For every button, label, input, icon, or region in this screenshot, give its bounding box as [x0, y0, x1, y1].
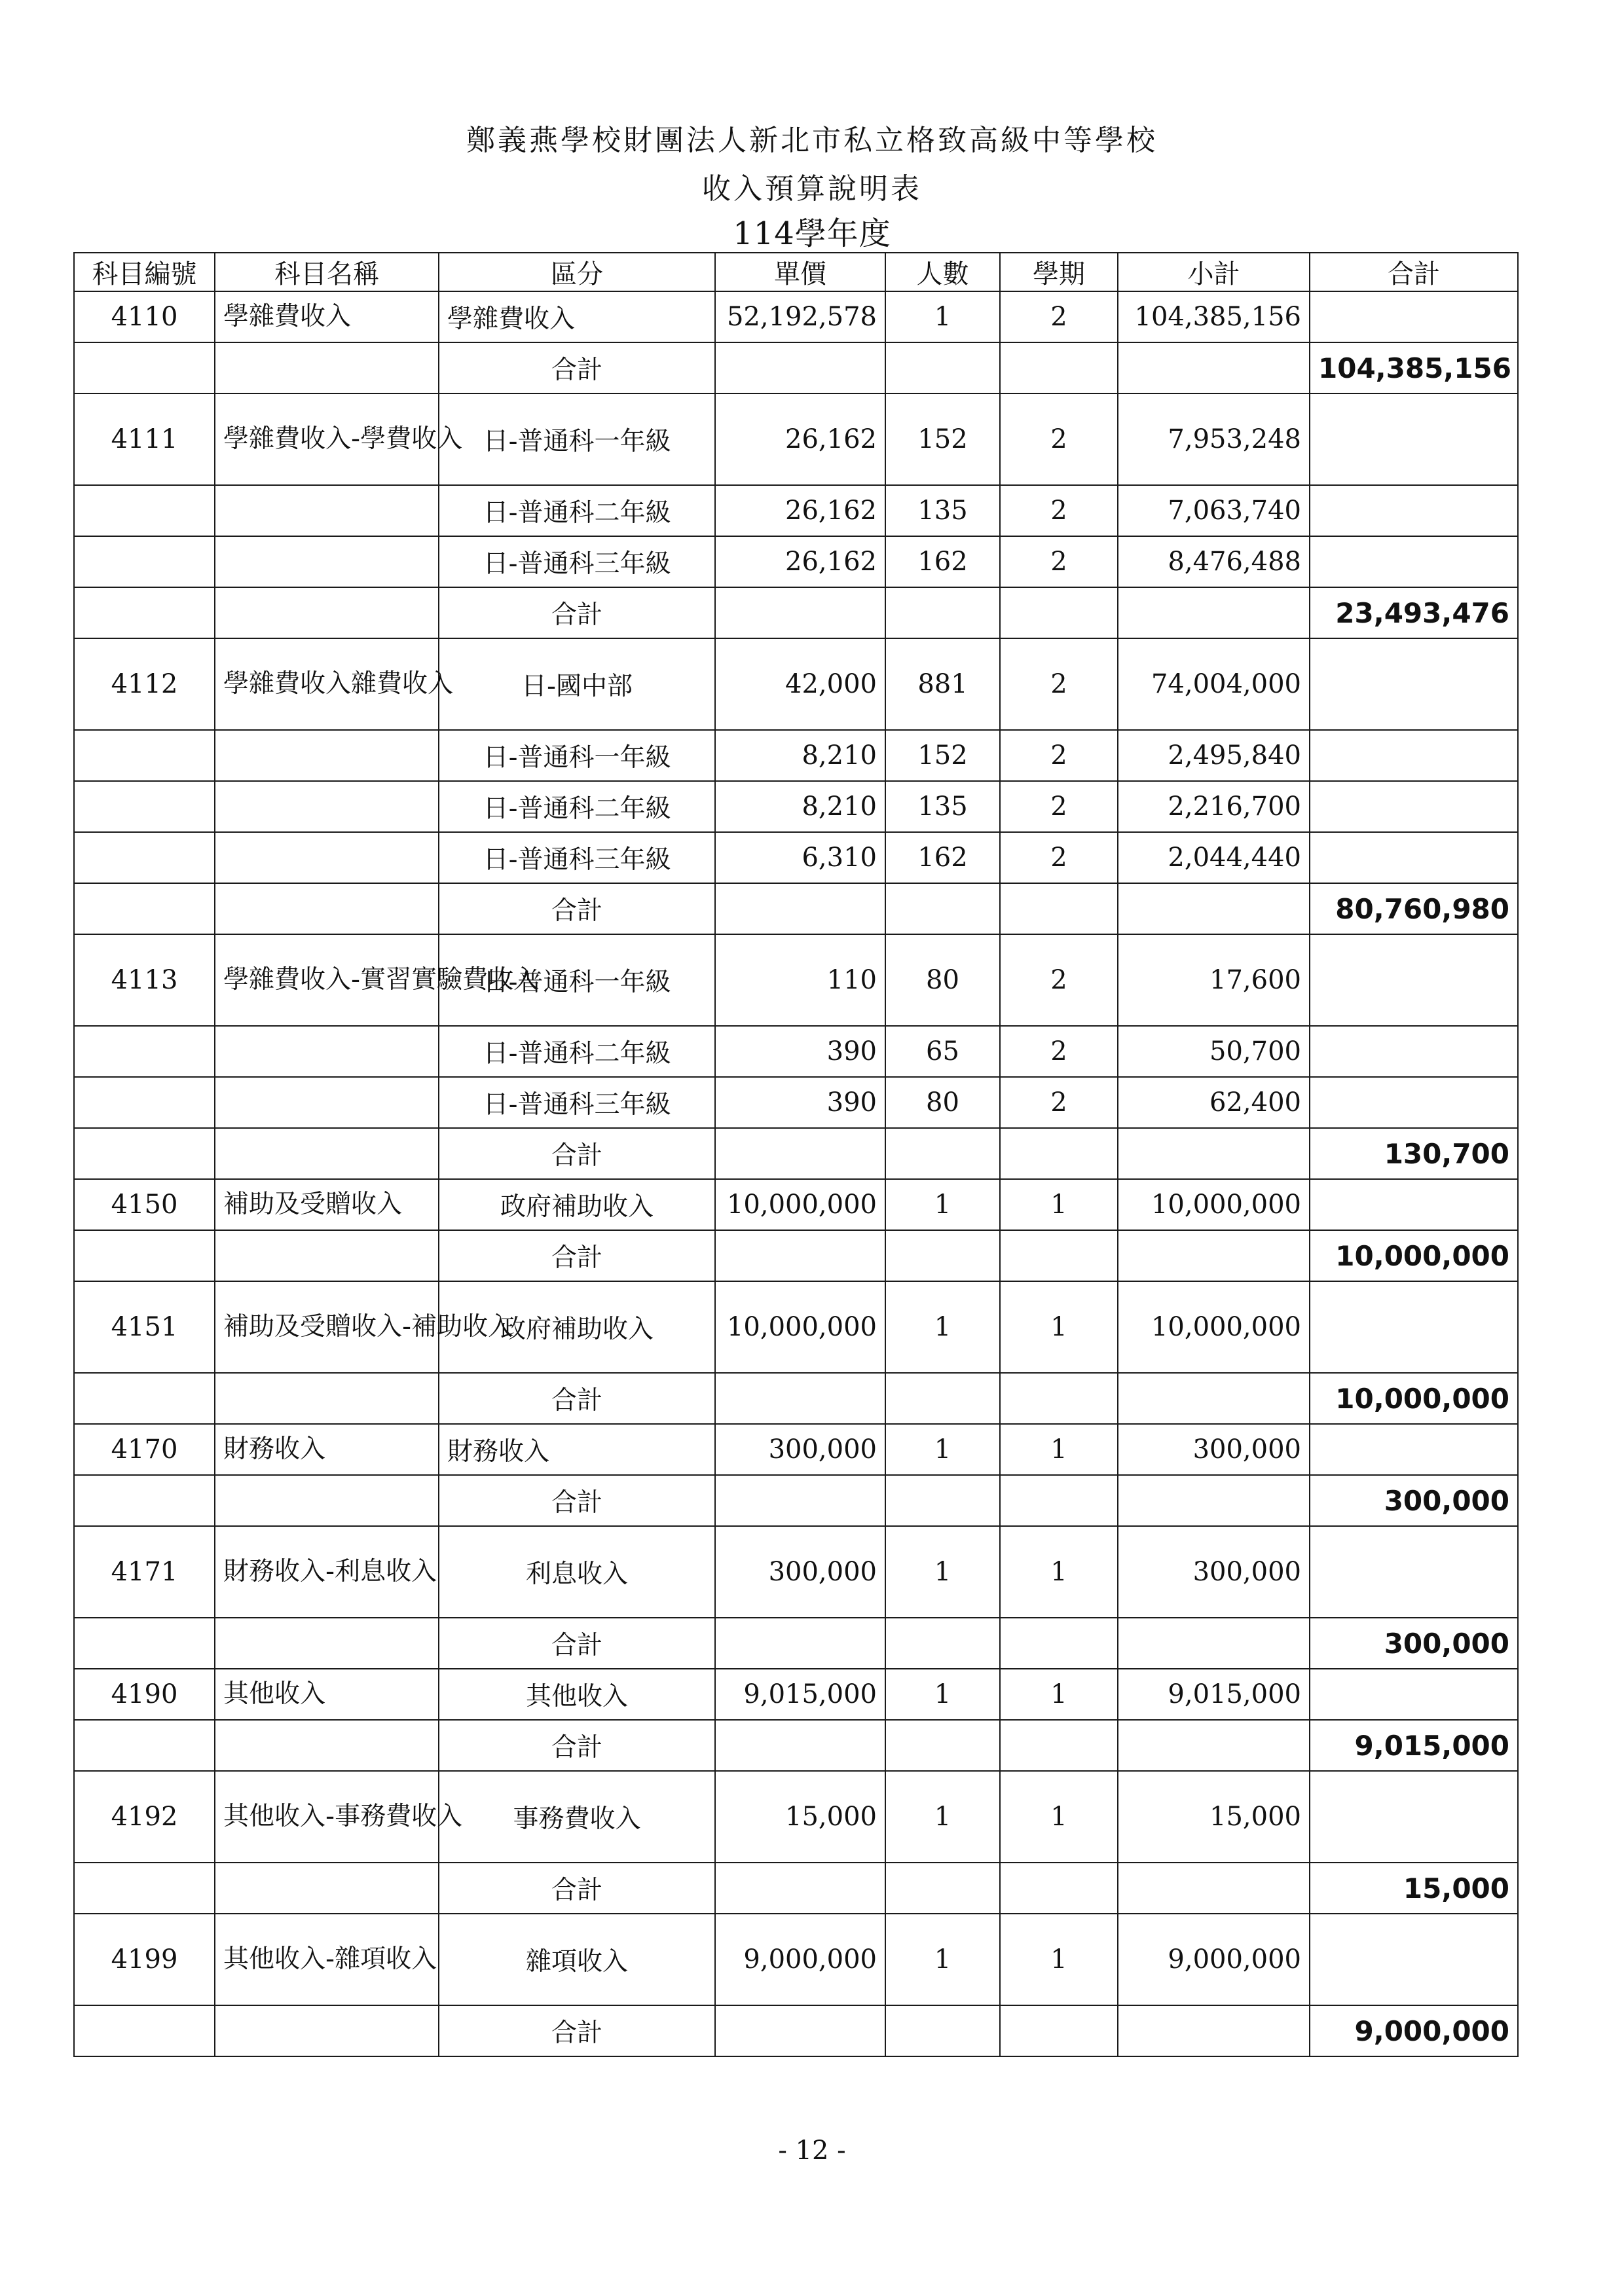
- empty-cell: [1118, 1475, 1310, 1526]
- empty-cell: [1118, 883, 1310, 934]
- subtotal-amount: 300,000: [1310, 1475, 1518, 1526]
- table-row: [74, 1424, 1518, 1475]
- income-budget-table: [73, 252, 1519, 2057]
- empty-cell: [885, 883, 1000, 934]
- semester-cell: 1: [1000, 1914, 1118, 2005]
- subtotal-amount: 9,000,000: [1310, 2005, 1518, 2056]
- account-name: 財務收入: [215, 1424, 439, 1475]
- empty-cell: [215, 1230, 439, 1281]
- subtotal-cell: 50,700: [1118, 1026, 1310, 1077]
- subtotal-cell: 17,600: [1118, 934, 1310, 1026]
- headcount-cell: 80: [885, 934, 1000, 1026]
- category-cell: 其他收入: [439, 1669, 715, 1720]
- category-cell: 日-普通科二年級: [439, 1026, 715, 1077]
- category-cell: 日-普通科三年級: [439, 536, 715, 587]
- account-code: 4190: [74, 1669, 215, 1720]
- headcount-cell: 1: [885, 1424, 1000, 1475]
- table-body: [74, 291, 1518, 2056]
- unit-price-cell: 390: [715, 1077, 885, 1128]
- subtotal-cell: 74,004,000: [1118, 638, 1310, 730]
- category-cell: 日-國中部: [439, 638, 715, 730]
- empty-cell: [1000, 1373, 1118, 1424]
- subtotal-label: 合計: [439, 1373, 715, 1424]
- total-cell: [1310, 536, 1518, 587]
- account-name: [215, 781, 439, 832]
- account-name: [215, 536, 439, 587]
- empty-cell: [885, 2005, 1000, 2056]
- semester-cell: 2: [1000, 934, 1118, 1026]
- unit-price-cell: 6,310: [715, 832, 885, 883]
- empty-cell: [215, 1475, 439, 1526]
- subtotal-cell: 104,385,156: [1118, 291, 1310, 342]
- subtotal-cell: 10,000,000: [1118, 1179, 1310, 1230]
- subtotal-label: 合計: [439, 2005, 715, 2056]
- semester-cell: 2: [1000, 1077, 1118, 1128]
- empty-cell: [885, 1128, 1000, 1179]
- empty-cell: [715, 883, 885, 934]
- subtotal-cell: 2,216,700: [1118, 781, 1310, 832]
- account-code: 4199: [74, 1914, 215, 2005]
- subtotal-cell: 9,000,000: [1118, 1914, 1310, 2005]
- headcount-cell: 1: [885, 1914, 1000, 2005]
- headcount-cell: 881: [885, 638, 1000, 730]
- category-cell: 事務費收入: [439, 1771, 715, 1863]
- subtotal-cell: 9,015,000: [1118, 1669, 1310, 1720]
- subtotal-row: [74, 1373, 1518, 1424]
- empty-cell: [715, 1373, 885, 1424]
- subtotal-cell: 7,953,248: [1118, 393, 1310, 485]
- table-row: [74, 536, 1518, 587]
- unit-price-cell: 9,000,000: [715, 1914, 885, 2005]
- empty-cell: [715, 342, 885, 393]
- account-name: 補助及受贈收入-補助收入: [215, 1281, 439, 1373]
- empty-cell: [1000, 1720, 1118, 1771]
- empty-cell: [74, 1475, 215, 1526]
- account-code: 4111: [74, 393, 215, 485]
- account-code: 4151: [74, 1281, 215, 1373]
- table-row: [74, 485, 1518, 536]
- total-cell: [1310, 1914, 1518, 2005]
- table-row: [74, 730, 1518, 781]
- document-year: 114學年度: [733, 215, 891, 252]
- empty-cell: [1118, 342, 1310, 393]
- semester-cell: 2: [1000, 638, 1118, 730]
- empty-cell: [1000, 1618, 1118, 1669]
- account-name: 其他收入: [215, 1669, 439, 1720]
- total-cell: [1310, 832, 1518, 883]
- column-header: 人數: [885, 253, 1000, 291]
- account-name: 補助及受贈收入: [215, 1179, 439, 1230]
- empty-cell: [1000, 1128, 1118, 1179]
- total-cell: [1310, 1526, 1518, 1618]
- account-name: 學雜費收入雜費收入: [215, 638, 439, 730]
- subtotal-amount: 10,000,000: [1310, 1230, 1518, 1281]
- account-code: [74, 832, 215, 883]
- empty-cell: [885, 342, 1000, 393]
- empty-cell: [215, 1863, 439, 1914]
- headcount-cell: 135: [885, 781, 1000, 832]
- total-cell: [1310, 1026, 1518, 1077]
- unit-price-cell: 300,000: [715, 1424, 885, 1475]
- total-cell: [1310, 485, 1518, 536]
- empty-cell: [715, 2005, 885, 2056]
- account-code: [74, 485, 215, 536]
- subtotal-cell: 8,476,488: [1118, 536, 1310, 587]
- document-title: 收入預算說明表: [702, 172, 922, 206]
- empty-cell: [1000, 883, 1118, 934]
- account-name: [215, 485, 439, 536]
- subtotal-label: 合計: [439, 1618, 715, 1669]
- subtotal-row: [74, 587, 1518, 638]
- category-cell: 日-普通科一年級: [439, 730, 715, 781]
- account-name: [215, 730, 439, 781]
- total-cell: [1310, 1669, 1518, 1720]
- unit-price-cell: 15,000: [715, 1771, 885, 1863]
- empty-cell: [215, 1373, 439, 1424]
- table-row: [74, 1914, 1518, 2005]
- empty-cell: [1000, 2005, 1118, 2056]
- semester-cell: 1: [1000, 1424, 1118, 1475]
- empty-cell: [715, 1618, 885, 1669]
- subtotal-label: 合計: [439, 883, 715, 934]
- unit-price-cell: 26,162: [715, 393, 885, 485]
- subtotal-row: [74, 1230, 1518, 1281]
- empty-cell: [74, 1863, 215, 1914]
- subtotal-label: 合計: [439, 587, 715, 638]
- semester-cell: 2: [1000, 1026, 1118, 1077]
- unit-price-cell: 300,000: [715, 1526, 885, 1618]
- subtotal-row: [74, 1128, 1518, 1179]
- subtotal-amount: 9,015,000: [1310, 1720, 1518, 1771]
- unit-price-cell: 10,000,000: [715, 1281, 885, 1373]
- subtotal-amount: 15,000: [1310, 1863, 1518, 1914]
- account-name: [215, 1077, 439, 1128]
- empty-cell: [885, 1618, 1000, 1669]
- category-cell: 日-普通科二年級: [439, 485, 715, 536]
- column-header: 合計: [1310, 253, 1518, 291]
- unit-price-cell: 8,210: [715, 730, 885, 781]
- empty-cell: [885, 1475, 1000, 1526]
- table-row: [74, 1669, 1518, 1720]
- table-row: [74, 1026, 1518, 1077]
- empty-cell: [715, 587, 885, 638]
- empty-cell: [74, 1128, 215, 1179]
- empty-cell: [74, 1618, 215, 1669]
- column-header: 科目編號: [74, 253, 215, 291]
- account-code: 4192: [74, 1771, 215, 1863]
- unit-price-cell: 26,162: [715, 536, 885, 587]
- table-row: [74, 1771, 1518, 1863]
- subtotal-label: 合計: [439, 1128, 715, 1179]
- semester-cell: 2: [1000, 536, 1118, 587]
- account-code: [74, 1026, 215, 1077]
- empty-cell: [74, 342, 215, 393]
- empty-cell: [885, 587, 1000, 638]
- subtotal-amount: 80,760,980: [1310, 883, 1518, 934]
- total-cell: [1310, 781, 1518, 832]
- table-row: [74, 934, 1518, 1026]
- empty-cell: [1118, 1863, 1310, 1914]
- empty-cell: [1118, 2005, 1310, 2056]
- empty-cell: [215, 2005, 439, 2056]
- empty-cell: [715, 1720, 885, 1771]
- account-code: 4113: [74, 934, 215, 1026]
- headcount-cell: 1: [885, 1771, 1000, 1863]
- headcount-cell: 1: [885, 1526, 1000, 1618]
- column-header: 單價: [715, 253, 885, 291]
- category-cell: 政府補助收入: [439, 1179, 715, 1230]
- account-name: 學雜費收入-實習實驗費收入: [215, 934, 439, 1026]
- headcount-cell: 152: [885, 730, 1000, 781]
- empty-cell: [1118, 1618, 1310, 1669]
- empty-cell: [215, 1720, 439, 1771]
- empty-cell: [885, 1863, 1000, 1914]
- headcount-cell: 80: [885, 1077, 1000, 1128]
- headcount-cell: 65: [885, 1026, 1000, 1077]
- empty-cell: [1118, 1128, 1310, 1179]
- account-code: 4150: [74, 1179, 215, 1230]
- account-code: [74, 536, 215, 587]
- total-cell: [1310, 1771, 1518, 1863]
- subtotal-label: 合計: [439, 1475, 715, 1526]
- category-cell: 日-普通科二年級: [439, 781, 715, 832]
- empty-cell: [1118, 587, 1310, 638]
- empty-cell: [1000, 1863, 1118, 1914]
- empty-cell: [215, 587, 439, 638]
- headcount-cell: 162: [885, 536, 1000, 587]
- total-cell: [1310, 1424, 1518, 1475]
- account-code: [74, 730, 215, 781]
- subtotal-row: [74, 883, 1518, 934]
- empty-cell: [215, 1128, 439, 1179]
- unit-price-cell: 10,000,000: [715, 1179, 885, 1230]
- total-cell: [1310, 291, 1518, 342]
- empty-cell: [74, 883, 215, 934]
- account-code: [74, 781, 215, 832]
- table-row: [74, 638, 1518, 730]
- unit-price-cell: 390: [715, 1026, 885, 1077]
- empty-cell: [1118, 1230, 1310, 1281]
- unit-price-cell: 42,000: [715, 638, 885, 730]
- account-name: [215, 1026, 439, 1077]
- account-name: 其他收入-事務費收入: [215, 1771, 439, 1863]
- semester-cell: 2: [1000, 485, 1118, 536]
- empty-cell: [1000, 342, 1118, 393]
- category-cell: 日-普通科一年級: [439, 393, 715, 485]
- empty-cell: [1118, 1720, 1310, 1771]
- semester-cell: 2: [1000, 832, 1118, 883]
- category-cell: 日-普通科三年級: [439, 832, 715, 883]
- account-code: 4170: [74, 1424, 215, 1475]
- headcount-cell: 1: [885, 1179, 1000, 1230]
- subtotal-label: 合計: [439, 342, 715, 393]
- empty-cell: [1118, 1373, 1310, 1424]
- empty-cell: [215, 883, 439, 934]
- empty-cell: [1000, 1475, 1118, 1526]
- semester-cell: 1: [1000, 1669, 1118, 1720]
- empty-cell: [715, 1475, 885, 1526]
- headcount-cell: 1: [885, 291, 1000, 342]
- semester-cell: 2: [1000, 781, 1118, 832]
- total-cell: [1310, 730, 1518, 781]
- subtotal-row: [74, 2005, 1518, 2056]
- empty-cell: [885, 1720, 1000, 1771]
- column-header: 區分: [439, 253, 715, 291]
- unit-price-cell: 52,192,578: [715, 291, 885, 342]
- headcount-cell: 152: [885, 393, 1000, 485]
- subtotal-row: [74, 342, 1518, 393]
- table-row: [74, 781, 1518, 832]
- empty-cell: [215, 342, 439, 393]
- column-header: 科目名稱: [215, 253, 439, 291]
- unit-price-cell: 110: [715, 934, 885, 1026]
- total-cell: [1310, 638, 1518, 730]
- table-row: [74, 1281, 1518, 1373]
- subtotal-amount: 23,493,476: [1310, 587, 1518, 638]
- total-cell: [1310, 393, 1518, 485]
- headcount-cell: 1: [885, 1669, 1000, 1720]
- unit-price-cell: 8,210: [715, 781, 885, 832]
- subtotal-cell: 62,400: [1118, 1077, 1310, 1128]
- category-cell: 政府補助收入: [439, 1281, 715, 1373]
- total-cell: [1310, 1077, 1518, 1128]
- subtotal-label: 合計: [439, 1720, 715, 1771]
- subtotal-cell: 10,000,000: [1118, 1281, 1310, 1373]
- subtotal-amount: 300,000: [1310, 1618, 1518, 1669]
- subtotal-cell: 7,063,740: [1118, 485, 1310, 536]
- table-row: [74, 291, 1518, 342]
- headcount-cell: 162: [885, 832, 1000, 883]
- category-cell: 日-普通科一年級: [439, 934, 715, 1026]
- account-code: 4112: [74, 638, 215, 730]
- empty-cell: [1000, 1230, 1118, 1281]
- subtotal-amount: 10,000,000: [1310, 1373, 1518, 1424]
- category-cell: 學雜費收入: [439, 291, 715, 342]
- table-header-row: [74, 253, 1518, 291]
- semester-cell: 2: [1000, 291, 1118, 342]
- table-row: [74, 1179, 1518, 1230]
- account-name: 學雜費收入-學費收入: [215, 393, 439, 485]
- subtotal-amount: 130,700: [1310, 1128, 1518, 1179]
- empty-cell: [715, 1128, 885, 1179]
- column-header: 小計: [1118, 253, 1310, 291]
- subtotal-row: [74, 1618, 1518, 1669]
- table-row: [74, 1077, 1518, 1128]
- total-cell: [1310, 934, 1518, 1026]
- subtotal-cell: 2,495,840: [1118, 730, 1310, 781]
- subtotal-cell: 2,044,440: [1118, 832, 1310, 883]
- table-row: [74, 832, 1518, 883]
- subtotal-row: [74, 1475, 1518, 1526]
- account-code: [74, 1077, 215, 1128]
- document-org-title: 鄭義燕學校財團法人新北市私立格致高級中等學校: [466, 124, 1158, 157]
- empty-cell: [885, 1230, 1000, 1281]
- subtotal-cell: 15,000: [1118, 1771, 1310, 1863]
- table-row: [74, 1526, 1518, 1618]
- subtotal-label: 合計: [439, 1863, 715, 1914]
- account-name: 其他收入-雜項收入: [215, 1914, 439, 2005]
- subtotal-row: [74, 1720, 1518, 1771]
- semester-cell: 1: [1000, 1526, 1118, 1618]
- table-row: [74, 393, 1518, 485]
- semester-cell: 2: [1000, 730, 1118, 781]
- page-number: - 12 -: [778, 2136, 846, 2166]
- semester-cell: 1: [1000, 1771, 1118, 1863]
- empty-cell: [715, 1230, 885, 1281]
- empty-cell: [1000, 587, 1118, 638]
- account-name: 財務收入-利息收入: [215, 1526, 439, 1618]
- category-cell: 財務收入: [439, 1424, 715, 1475]
- empty-cell: [74, 587, 215, 638]
- subtotal-amount: 104,385,156: [1310, 342, 1518, 393]
- empty-cell: [74, 2005, 215, 2056]
- account-name: [215, 832, 439, 883]
- empty-cell: [74, 1373, 215, 1424]
- account-code: 4171: [74, 1526, 215, 1618]
- empty-cell: [215, 1618, 439, 1669]
- semester-cell: 1: [1000, 1281, 1118, 1373]
- subtotal-cell: 300,000: [1118, 1424, 1310, 1475]
- semester-cell: 1: [1000, 1179, 1118, 1230]
- account-name: 學雜費收入: [215, 291, 439, 342]
- subtotal-row: [74, 1863, 1518, 1914]
- unit-price-cell: 9,015,000: [715, 1669, 885, 1720]
- account-code: 4110: [74, 291, 215, 342]
- total-cell: [1310, 1179, 1518, 1230]
- category-cell: 雜項收入: [439, 1914, 715, 2005]
- subtotal-cell: 300,000: [1118, 1526, 1310, 1618]
- semester-cell: 2: [1000, 393, 1118, 485]
- column-header: 學期: [1000, 253, 1118, 291]
- category-cell: 日-普通科三年級: [439, 1077, 715, 1128]
- category-cell: 利息收入: [439, 1526, 715, 1618]
- empty-cell: [74, 1720, 215, 1771]
- subtotal-label: 合計: [439, 1230, 715, 1281]
- headcount-cell: 1: [885, 1281, 1000, 1373]
- headcount-cell: 135: [885, 485, 1000, 536]
- unit-price-cell: 26,162: [715, 485, 885, 536]
- empty-cell: [74, 1230, 215, 1281]
- empty-cell: [885, 1373, 1000, 1424]
- empty-cell: [715, 1863, 885, 1914]
- total-cell: [1310, 1281, 1518, 1373]
